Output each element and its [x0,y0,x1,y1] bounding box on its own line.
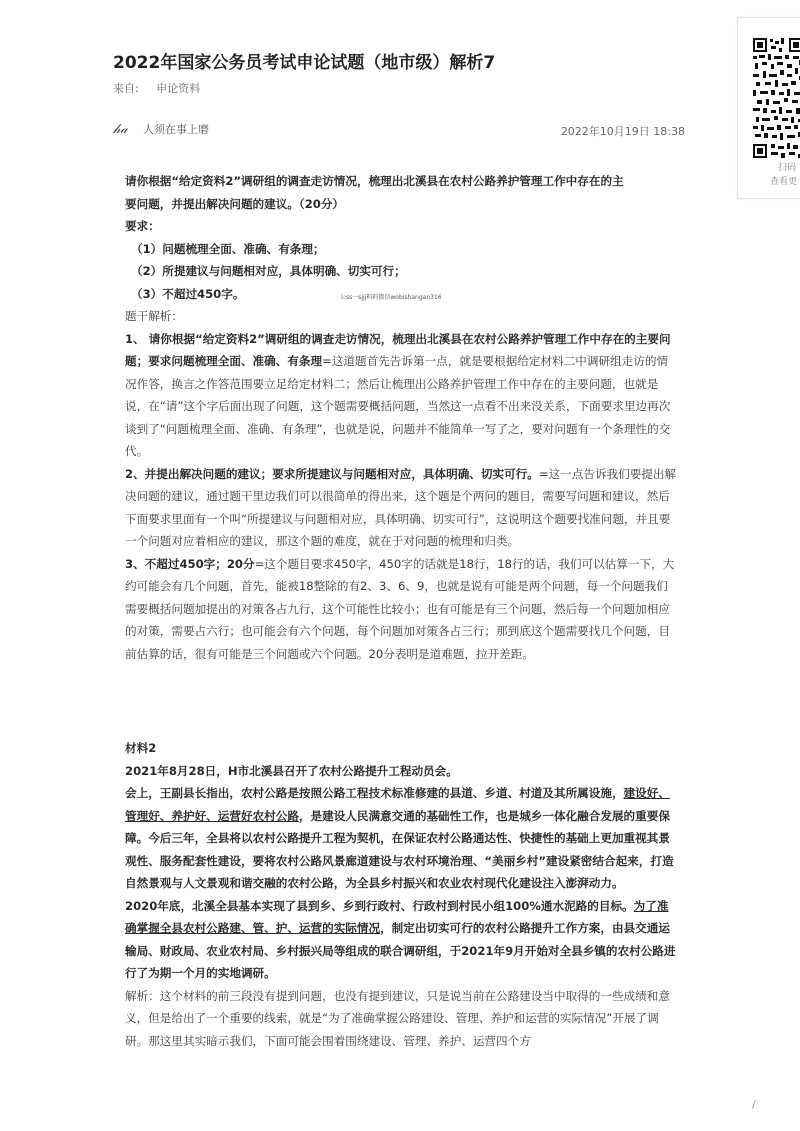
requirement-1: （1）问题梳理全面、准确、有条理； [131,241,325,256]
analysis-2-text: =这一点告诉我们要提出解决问题的建议，通过题干里边我们可以很简单的得出来，这个题是个两问的题目，需要写问题和建议，然后下面要求里面有一个叫“所提建议与问题相对应，具体明确、切实可行”，这说明这个题要找准问题，并且要一个问题对应着相应的建议，那这个题的难度，就在于对问题的梳理和归类。 [125,466,677,548]
requirement-2: （2）所提建议与问题相对应，具体明确、切实可行； [131,264,406,278]
analysis-1-heading: 1、 请你根据“给定资料2”调研组的调查走访情况，梳理出北溪县在农村公路养护管理工作中存在的主要问题；要求问题梳理全面、准确、有条理 [125,331,671,368]
analysis-label: 题干解析： [125,309,183,323]
material-1-start: 会上，王副县长指出，农村公路是按照公路工程技术标准修建的县道、乡道、村道及其所属设施， [125,786,624,800]
material-1-rest: ，是建设人民满意交通的基础性工作，也是城乡一体化融合发展的重要保障。今后三年，全县将以农村公路提升工程为契机，在保证农村公路通达性、快捷性的基础上更加重视其景观性、服务配套性建设，要将农村公路风景廊道建设与农村环境治理、“美丽乡村”建设紧密结合起来，打造自然景观与人文景观和谐交融的农村公路，为全县乡村振兴和农业农村现代化建设注入澎湃动力。 [125,808,674,890]
qr-code-icon [753,38,800,158]
material-date-line: 2021年8月28日，H市北溪县召开了农村公路提升工程动员会。 [125,763,458,778]
material-1-underlined: 建设好、管理好、养护好、运营好农村公路 [125,786,670,823]
source-line [113,80,214,96]
author-line[interactable] [113,121,209,137]
analysis-paragraph-1 [125,328,677,463]
analysis-1-text: =这道题首先告诉第一点，就是要根据给定材料二中调研组走访的情况作答，换言之作答范围要立足给定材料二；然后让梳理出公路养护管理工作中存在的主要问题，也就是说，在“请”这个字后面出现了问题，这个题需要概括问题，当然这一点看不出来没关系，下面要求里边再次谈到了“问题梳理全面、准确、有条理”，也就是说，问题并不能简单一写了之，要对问题有一个条理性的交代。 [125,354,671,458]
analysis-3-text: =这个题目要求450字，450字的话就是18行，18行的话，我们可以估算一下，大约可能会有几个问题，首先，能被18整除的有2、3、6、9，也就是说有可能是两个问题，每一个问题我们需要概括问题加提出的对策各占九行，这个可能性比较小；也有可能是有三个问题，然后每一个问题加相应的对策，需要占六行；也可能会有六个问题，每个问题加对策各占三行；那到底这个题需要找几个问题，目前估算的话，很有可能是三个问题或六个问题。20分表明是道难题，拉开差距。 [125,556,675,661]
material-2-rest: ，制定出切实可行的农村公路提升工作方案，由县交通运输局、财政局、农业农村局、乡村振兴局等组成的联合调研组，于2021年9月开始对全县乡镇的农村公路进行了为期一个月的实地调研。 [125,921,676,980]
qr-caption-more: 查看更 [770,177,798,187]
publish-date: 2022年10月19日 18:38 [560,125,685,138]
requirement-3: （3）不超过450字。 [131,286,245,301]
analysis-2-heading: 2、并提出解决问题的建议；要求所提建议与问题相对应，具体明确、切实可行。 [125,466,539,481]
page-title: 2022年国家公务员考试申论试题（地市级）解析7 [113,53,496,73]
section-spacer [125,665,677,737]
question-line-2: 要问题，并提出解决问题的建议。（20分） [125,196,345,211]
source-link[interactable]: 申论资料 [156,82,201,95]
analysis-paragraph-3 [125,553,677,666]
author-logo: 𝒽𝒶 [113,122,128,137]
material-analysis: 解析：这个材料的前三段没有提到问题，也没有提到建议，只是说当前在公路建设当中取得的一些成绩和意义，但是给出了一个重要的线索，就是“为了准确掌握公路建设、管理、养护和运营的实际情况”开展了调研。那这里其实暗示我们，下面可能会围着围绕建设、管理、养护、运营四个方 [125,988,670,1048]
qr-caption-scan: 扫码 [778,163,797,173]
source-label: 来自: [113,82,139,95]
question-line-1: 请你根据“给定资料2”调研组的调查走访情况，梳理出北溪县在农村公路养护管理工作中存在的主 [125,174,624,188]
analysis-paragraph-2 [125,463,677,553]
qr-panel [737,17,800,199]
material-2-underlined: 为了准确掌握全县农村公路建、管、护、运营的实际情况 [125,898,669,935]
requirements-label: 要求： [125,219,160,233]
corner-mark: / [752,1098,756,1111]
material-heading: 材料2 [125,741,157,755]
material-paragraph-2 [125,895,677,985]
material-2-start: 2020年底，北溪全县基本实现了县到乡、乡到行政村、行政村到村民小组100%通水泥路的目标。 [125,898,634,913]
article-body [125,170,677,1052]
watermark-text: 公ss一sjjj料料微信wobishangan316 [340,294,442,301]
material-paragraph-1 [125,782,677,895]
author-name[interactable]: 人须在事上磨 [143,123,209,136]
analysis-3-heading: 3、不超过450字；20分 [125,556,255,571]
